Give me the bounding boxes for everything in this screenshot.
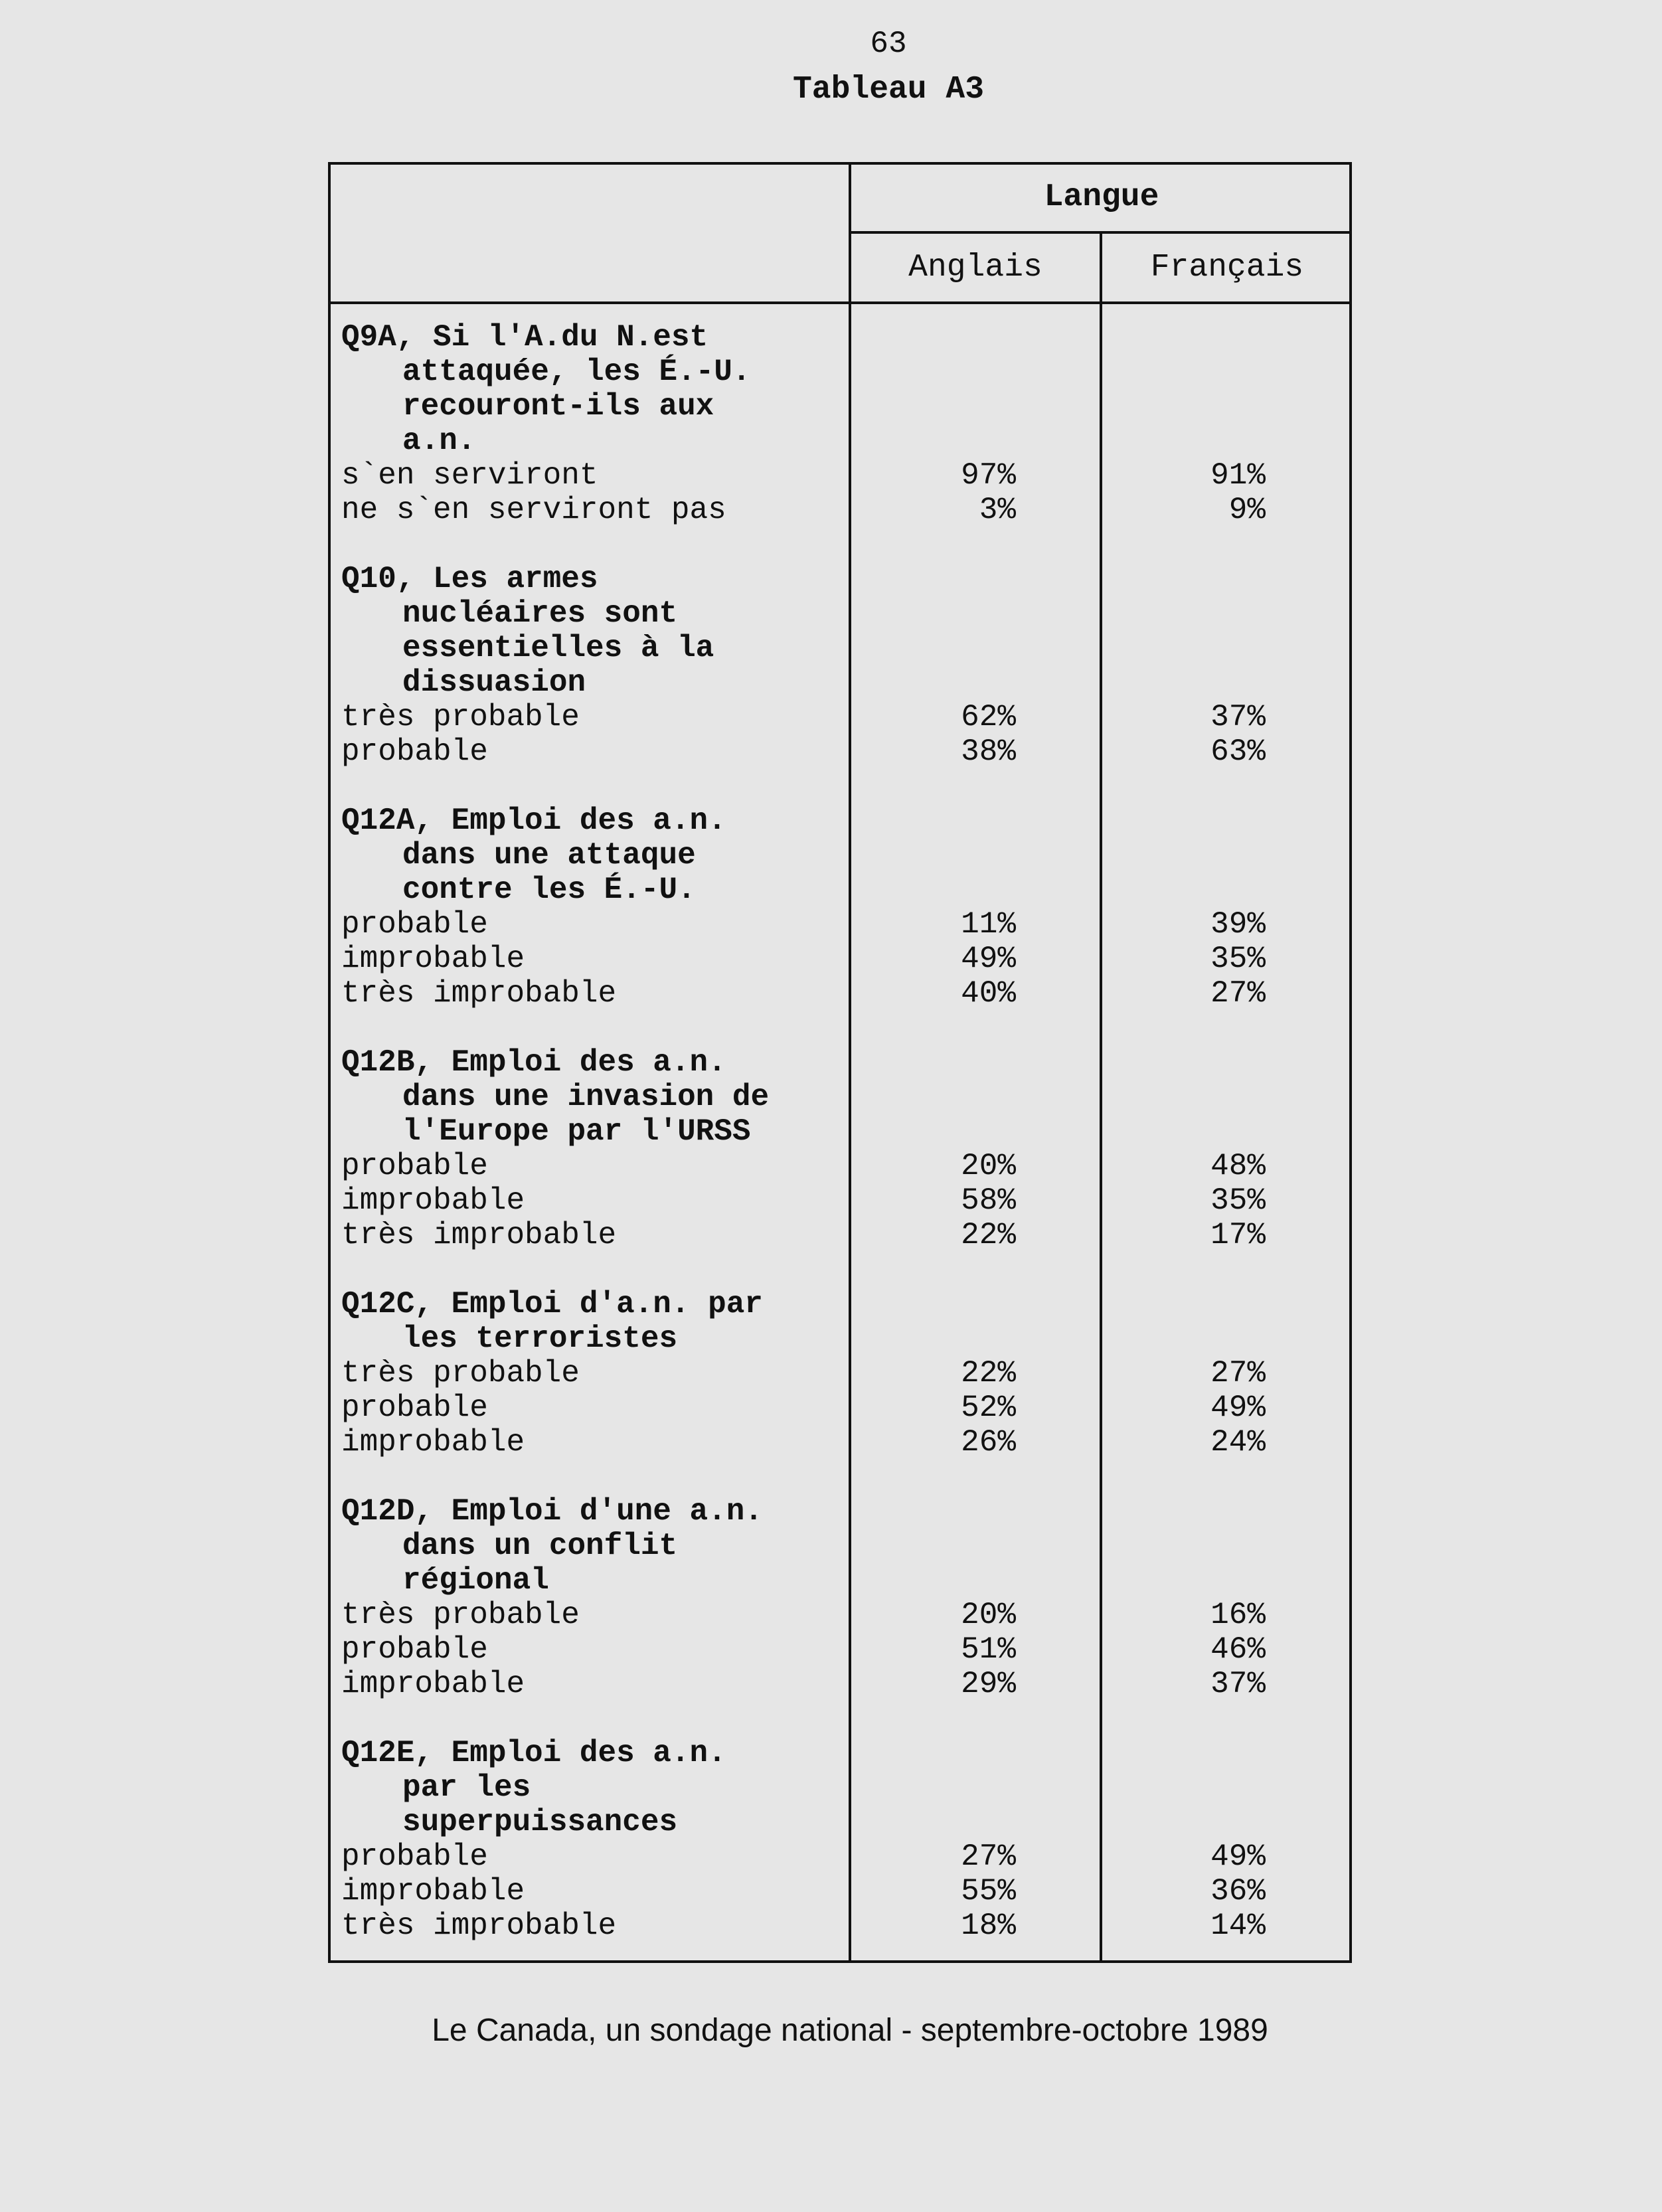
question-text: essentielles à la [402,631,714,665]
value-francais: 35% [1210,942,1266,976]
value-anglais: 49% [961,942,1016,976]
question-text: régional [402,1563,549,1598]
table-section [341,1045,1351,1252]
header-anglais: Anglais [908,250,1042,286]
question-text: dans une invasion de [402,1080,770,1114]
value-anglais: 55% [961,1874,1016,1909]
header-francais: Français [1150,250,1304,286]
response-label: improbable [341,942,525,976]
question-text: Q12E, Emploi des a.n. [341,1736,726,1770]
response-label: probable [341,734,488,769]
table-section [341,1494,1351,1701]
value-francais: 49% [1210,1839,1266,1874]
question-text: Q12A, Emploi des a.n. [341,804,726,838]
table-row [341,1425,1351,1460]
value-francais: 37% [1210,1667,1266,1701]
value-anglais: 20% [961,1149,1016,1183]
value-francais: 49% [1210,1391,1266,1425]
value-francais: 9% [1228,493,1266,527]
table-row [341,907,1351,942]
table-row [341,1149,1351,1183]
table-section [341,562,1351,769]
table-row [341,1632,1351,1667]
header-divider-langue [849,231,1352,234]
value-francais: 35% [1210,1183,1266,1218]
question-text: dans un conflit [402,1529,678,1563]
table-section [341,804,1351,1011]
footer-source: Le Canada, un sondage national - septembre-octobre 1989 [432,2013,1268,2048]
question-text: dans une attaque [402,838,696,873]
value-anglais: 29% [961,1667,1016,1701]
response-label: improbable [341,1874,525,1909]
table-section [341,320,1351,527]
value-francais: 27% [1210,976,1266,1011]
question-text: superpuissances [402,1805,678,1839]
value-francais: 37% [1210,700,1266,734]
header-langue: Langue [1044,179,1159,215]
table-row [341,1218,1351,1252]
value-anglais: 58% [961,1183,1016,1218]
response-label: très improbable [341,976,617,1011]
question-text: Q10, Les armes [341,562,598,596]
table-section [341,1736,1351,1943]
value-anglais: 22% [961,1218,1016,1252]
question-text: Q12C, Emploi d'a.n. par [341,1287,763,1321]
value-francais: 14% [1210,1909,1266,1943]
value-anglais: 22% [961,1356,1016,1391]
table-row [341,1356,1351,1391]
response-label: s`en serviront [341,458,598,493]
table-row [341,1909,1351,1943]
value-anglais: 18% [961,1909,1016,1943]
question-text: nucléaires sont [402,596,678,631]
table-row [341,700,1351,734]
table-title: Tableau A3 [792,72,985,108]
value-anglais: 40% [961,976,1016,1011]
data-table [328,162,1352,1963]
table-row [341,1667,1351,1701]
table-row [341,1874,1351,1909]
value-francais: 24% [1210,1425,1266,1460]
table-row [341,1391,1351,1425]
value-francais: 16% [1210,1598,1266,1632]
table-row [341,1839,1351,1874]
question-text: a.n. [402,424,476,458]
question-text: recouront-ils aux [402,389,714,424]
value-francais: 36% [1210,1874,1266,1909]
response-label: probable [341,907,488,942]
response-label: improbable [341,1667,525,1701]
value-anglais: 97% [961,458,1016,493]
value-francais: 91% [1210,458,1266,493]
question-text: dissuasion [402,665,586,700]
value-anglais: 27% [961,1839,1016,1874]
question-text: Q9A, Si l'A.du N.est [341,320,708,355]
table-row [341,1598,1351,1632]
value-anglais: 20% [961,1598,1016,1632]
value-anglais: 62% [961,700,1016,734]
value-francais: 17% [1210,1218,1266,1252]
question-text: attaquée, les É.-U. [402,355,751,389]
question-text: Q12B, Emploi des a.n. [341,1045,726,1080]
response-label: très probable [341,1598,580,1632]
value-francais: 27% [1210,1356,1266,1391]
response-label: très improbable [341,1909,617,1943]
value-francais: 39% [1210,907,1266,942]
question-text: les terroristes [402,1321,678,1356]
response-label: très probable [341,700,580,734]
table-row [341,458,1351,493]
value-anglais: 38% [961,734,1016,769]
value-anglais: 11% [961,907,1016,942]
response-label: probable [341,1632,488,1667]
table-row [341,493,1351,527]
question-text: l'Europe par l'URSS [402,1114,751,1149]
response-label: probable [341,1391,488,1425]
response-label: improbable [341,1183,525,1218]
header-bottom-rule [331,301,1352,304]
response-label: probable [341,1149,488,1183]
question-text: contre les É.-U. [402,873,696,907]
table-row [341,976,1351,1011]
value-anglais: 51% [961,1632,1016,1667]
question-text: Q12D, Emploi d'une a.n. [341,1494,763,1529]
value-anglais: 52% [961,1391,1016,1425]
table-row [341,942,1351,976]
value-anglais: 3% [979,493,1016,527]
table-section [341,1287,1351,1460]
response-label: improbable [341,1425,525,1460]
page-number: 63 [870,27,907,61]
response-label: très improbable [341,1218,617,1252]
table-body [341,320,1351,1978]
table-row [341,734,1351,769]
value-francais: 63% [1210,734,1266,769]
response-label: probable [341,1839,488,1874]
value-francais: 48% [1210,1149,1266,1183]
table-row [341,1183,1351,1218]
response-label: ne s`en serviront pas [341,493,726,527]
value-francais: 46% [1210,1632,1266,1667]
question-text: par les [402,1770,531,1805]
response-label: très probable [341,1356,580,1391]
value-anglais: 26% [961,1425,1016,1460]
